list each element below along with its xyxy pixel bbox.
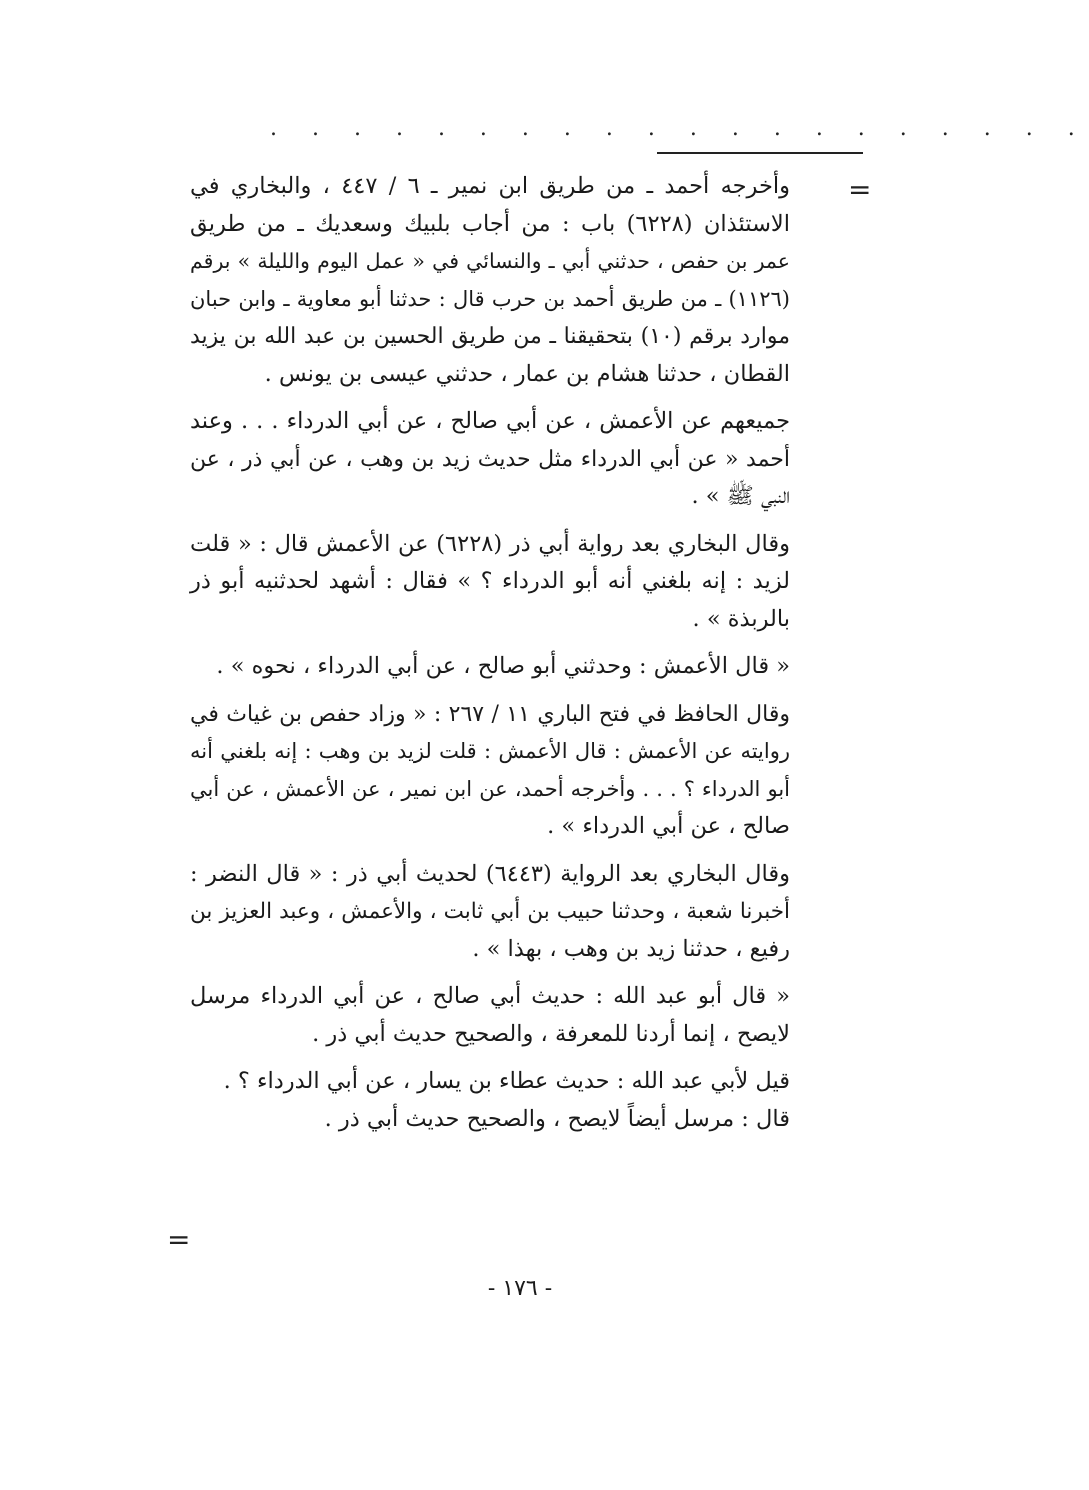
text-line: النبي ﷺ » . [691,483,790,509]
text-line: (١١٢٦) ـ من طريق أحمد بن حرب قال : حدثنا أبو معاوية ـ وابن حبان [190,286,790,311]
text-line: روايته عن الأعمش : قال الأعمش : قلت لزيد بن وهب : إنه بلغني أنه [190,739,790,763]
text-line: رفيع ، حدثنا زيد بن وهب ، بهذا » . [472,935,790,962]
paragraph-7 [190,978,820,1053]
text-line: أخبرنا شعبة ، وحدثنا حبيب بن أبي ثابت ، والأعمش ، وعبد العزيز بن [190,899,790,924]
paragraph-1 [190,168,820,393]
text-line: موارد برقم (١٠) بتحقيقنا ـ من طريق الحسين بن عبد الله بن يزيد [190,324,790,349]
text-line: وأخرجه أحمد ـ من طريق ابن نمير ـ ٦ / ٤٤٧ ، والبخاري في [190,173,790,199]
paragraph-5 [190,696,820,846]
text-line: قال : مرسل أيضاً لايصح ، والصحيح حديث أبي ذر . [324,1105,790,1132]
footnote-separator-rule [657,152,863,154]
footnote-text-block [190,168,820,1148]
text-line: جميعهم عن الأعمش ، عن أبي صالح ، عن أبي الدرداء . . . وعند [190,408,790,434]
text-line: قيل لأبي عبد الله : حديث عطاء بن يسار ، عن أبي الدرداء ؟ . [223,1068,790,1094]
text-line: الاستئذان (٦٢٢٨) باب : من أجاب بلبيك وسعديك ـ من طريق [190,210,791,237]
page-number: - ١٧٦ - [487,1276,553,1301]
continuation-mark-top: = [848,173,872,206]
text-line: عمر بن حفص ، حدثني أبي ـ والنسائي في « عمل اليوم والليلة » برقم [190,249,790,273]
paragraph-8 [190,1063,820,1138]
paragraph-3 [190,526,820,639]
text-line: وقال البخاري بعد الرواية (٦٤٤٣) لحديث أبي ذر : « قال النضر : [190,860,790,887]
text-line: وقال البخاري بعد رواية أبي ذر (٦٢٢٨) عن الأعمش قال : « قلت [190,530,790,557]
text-line: لزيد : إنه بلغني أنه أبو الدرداء ؟ » فقال : أشهد لحدثنيه أبو ذر [190,568,790,594]
text-line: « قال أبو عبد الله : حديث أبي صالح ، عن أبي الدرداء مرسل [190,983,790,1009]
text-line: « قال الأعمش : وحدثني أبو صالح ، عن أبي الدرداء ، نحوه » . [216,653,790,679]
text-line: أبو الدرداء ؟ . . . وأخرجه أحمد، عن ابن نمير ، عن الأعمش ، عن أبي [190,776,790,801]
text-line: أحمد « عن أبي الدرداء مثل حديث زيد بن وهب ، عن أبي ذر ، عن [190,446,790,472]
text-line: لايصح ، إنما أردنا للمعرفة ، والصحيح حديث أبي ذر . [312,1020,790,1047]
text-line: بالربذة » . [692,605,790,632]
paragraph-2 [190,403,820,516]
text-line: القطان ، حدثنا هشام بن عمار ، حدثني عيسى بن يونس . [264,360,790,387]
paragraph-4 [190,648,820,686]
continuation-mark-bottom: = [167,1223,191,1256]
text-line: صالح ، عن أبي الدرداء » . [547,813,790,839]
paragraph-6 [190,856,820,969]
text-line: وقال الحافظ في فتح الباري ١١ / ٢٦٧ : « وزاد حفص بن غياث في [190,701,790,727]
top-dotted-line: . . . . . . . . . . . . . . . . . . . . [270,116,1089,141]
